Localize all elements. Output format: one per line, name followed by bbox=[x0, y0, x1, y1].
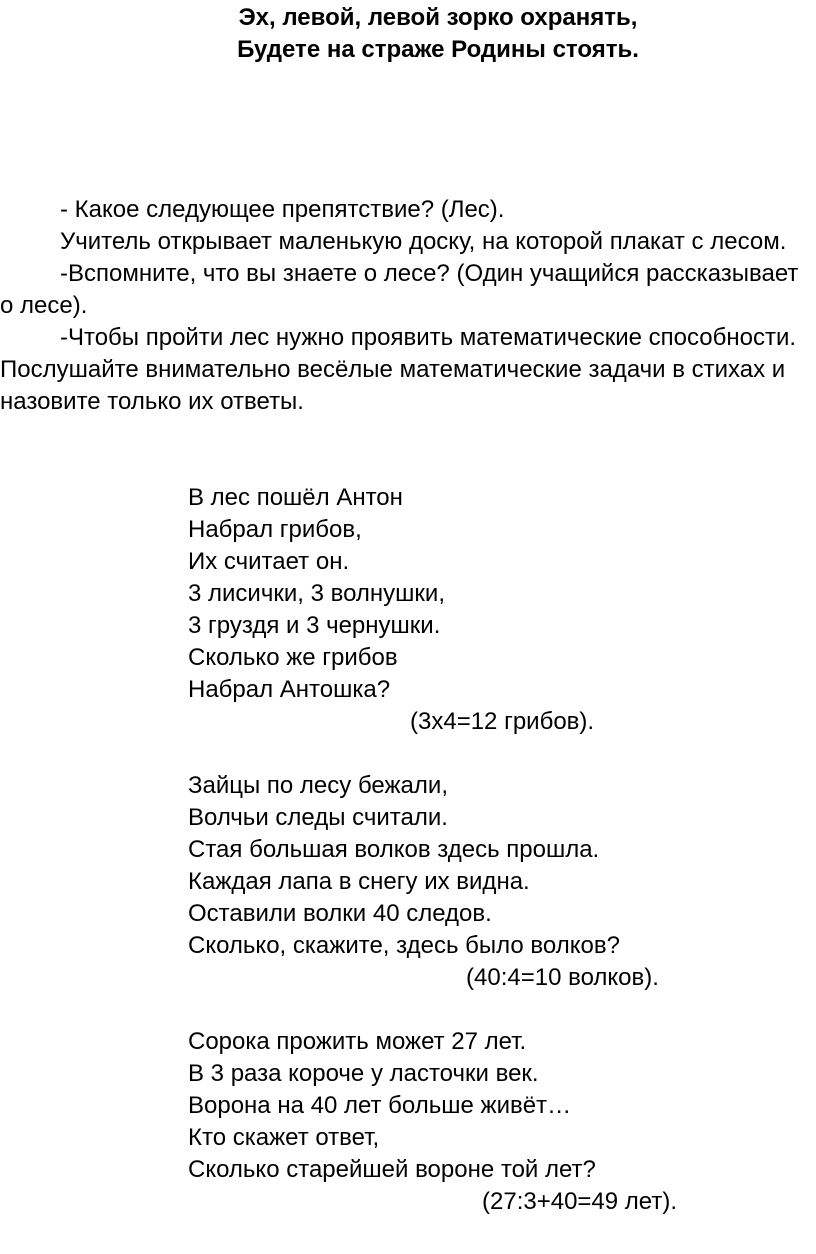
intro-paragraph-2: Учитель открывает маленькую доску, на которой плакат с лесом. bbox=[60, 228, 787, 255]
poem-line: В лес пошёл Антон bbox=[188, 484, 403, 511]
poem-wolves bbox=[188, 770, 659, 994]
poem-line: Стая большая волков здесь прошла. bbox=[188, 836, 600, 863]
poem-line: Каждая лапа в снегу их видна. bbox=[188, 868, 530, 895]
poem-mushrooms bbox=[188, 482, 594, 738]
intro-text bbox=[0, 194, 816, 418]
poem-line: Набрал грибов, bbox=[188, 516, 362, 543]
header-line-2: Будете на страже Родины стоять. bbox=[237, 36, 639, 63]
poem-line: 3 лисички, 3 волнушки, bbox=[188, 580, 445, 607]
poem-birds bbox=[188, 1026, 677, 1218]
poem-line: 3 груздя и 3 чернушки. bbox=[188, 612, 441, 639]
poem-line: Кто скажет ответ, bbox=[188, 1124, 380, 1151]
poem-line: Сколько же грибов bbox=[188, 644, 398, 671]
poem-answer: (3х4=12 грибов). bbox=[410, 708, 595, 735]
poem-line: Ворона на 40 лет больше живёт… bbox=[188, 1092, 572, 1119]
poem-line: Оставили волки 40 следов. bbox=[188, 900, 492, 927]
poem-line: Набрал Антошка? bbox=[188, 676, 391, 703]
header-line-1: Эх, левой, левой зорко охранять, bbox=[238, 4, 638, 31]
poem-line: Их считает он. bbox=[188, 548, 350, 575]
intro-paragraph-3: -Вспомните, что вы знаете о лесе? (Один учащийся рассказывает о лесе). bbox=[0, 260, 799, 319]
poem-answer: (27:3+40=49 лет). bbox=[482, 1188, 677, 1215]
intro-paragraph-4: -Чтобы пройти лес нужно проявить математические способности. Послушайте внимательно весёлые математические задачи в стихах и назовите только их ответы. bbox=[0, 324, 797, 415]
poem-line: Сколько старейшей вороне той лет? bbox=[188, 1156, 596, 1183]
poem-header bbox=[0, 2, 816, 66]
poem-line: Сорока прожить может 27 лет. bbox=[188, 1028, 527, 1055]
intro-paragraph-1: - Какое следующее препятствие? (Лес). bbox=[60, 196, 505, 223]
poem-line: В 3 раза короче у ласточки век. bbox=[188, 1060, 539, 1087]
poem-line: Сколько, скажите, здесь было волков? bbox=[188, 932, 620, 959]
poem-line: Волчьи следы считали. bbox=[188, 804, 448, 831]
poem-answer: (40:4=10 волков). bbox=[466, 964, 659, 991]
poem-line: Зайцы по лесу бежали, bbox=[188, 772, 448, 799]
